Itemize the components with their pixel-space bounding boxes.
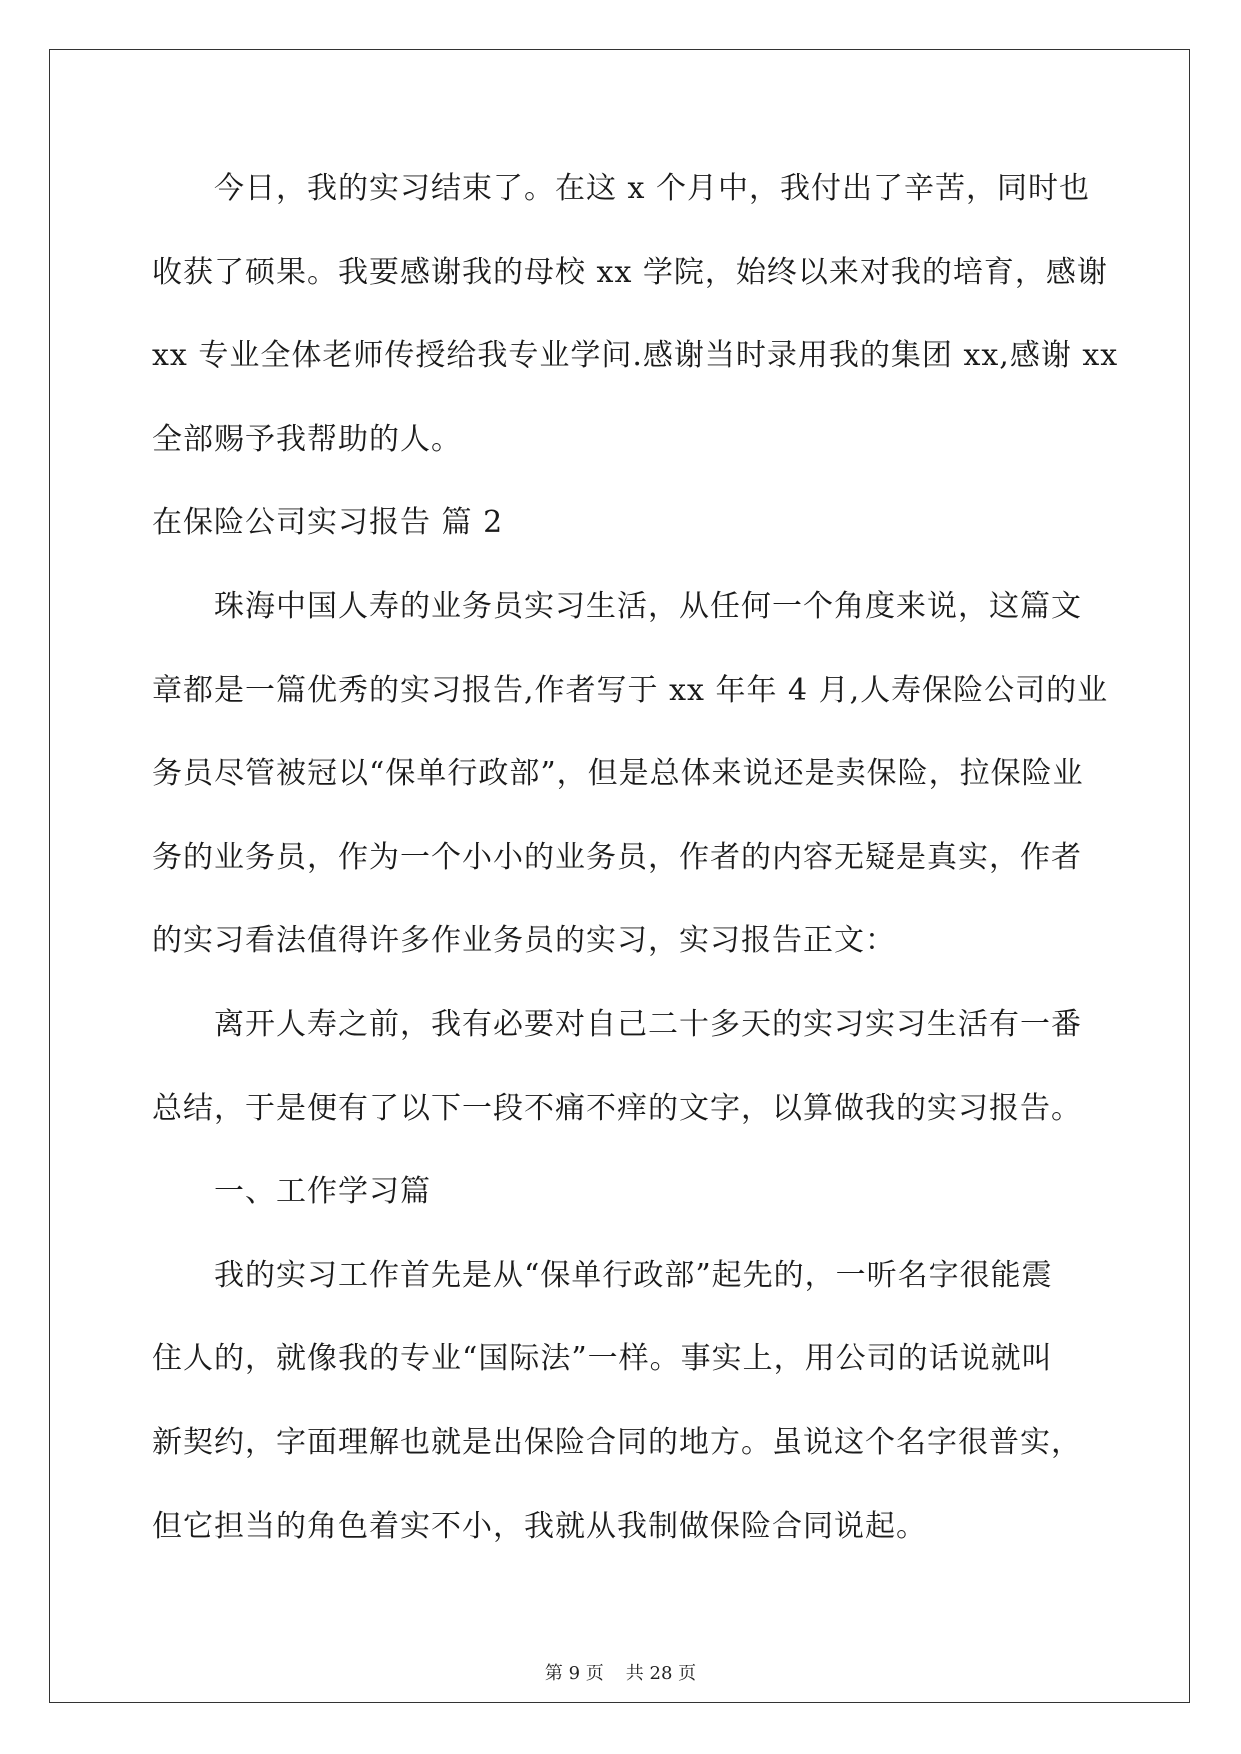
document-body xyxy=(152,160,1119,1581)
text-line: 务的业务员，作为一个小小的业务员，作者的内容无疑是真实，作者 xyxy=(152,839,1082,875)
text-line: 务员尽管被冠以“保单行政部”，但是总体来说还是卖保险，拉保险业 xyxy=(152,756,1084,792)
page-number: 第 9 页 xyxy=(544,1663,604,1684)
text-line: 收获了硕果。我要感谢我的母校 xx 学院，始终以来对我的培育，感谢 xyxy=(152,254,1108,290)
section-heading: 在保险公司实习报告 篇 2 xyxy=(152,505,504,541)
text-line: 新契约，字面理解也就是出保险合同的地方。虽说这个名字很普实， xyxy=(152,1424,1082,1460)
text-line: 但它担当的角色着实不小，我就从我制做保险合同说起。 xyxy=(152,1508,927,1544)
text-line: 章都是一篇优秀的实习报告,作者写于 xx 年年 4 月,人寿保险公司的业 xyxy=(152,672,1109,708)
page-footer xyxy=(0,1659,1241,1685)
text-line: 总结，于是便有了以下一段不痛不痒的文字，以算做我的实习报告。 xyxy=(152,1090,1082,1126)
subsection-heading: 一、工作学习篇 xyxy=(214,1174,431,1210)
text-line: 今日，我的实习结束了。在这 x 个月中，我付出了辛苦，同时也 xyxy=(214,171,1090,206)
page-total: 共 28 页 xyxy=(625,1663,697,1684)
text-line: 住人的，就像我的专业“国际法”一样。事实上，用公司的话说就叫 xyxy=(152,1341,1053,1377)
text-line: 珠海中国人寿的业务员实习生活，从任何一个角度来说，这篇文 xyxy=(214,588,1082,624)
text-line: xx 专业全体老师传授给我专业学问.感谢当时录用我的集团 xx,感谢 xx xyxy=(152,338,1119,374)
text-line: 全部赐予我帮助的人。 xyxy=(152,421,462,457)
text-line: 的实习看法值得许多作业务员的实习，实习报告正文： xyxy=(152,923,896,959)
text-line: 我的实习工作首先是从“保单行政部”起先的，一听名字很能震 xyxy=(214,1257,1053,1293)
text-line: 离开人寿之前，我有必要对自己二十多天的实习实习生活有一番 xyxy=(214,1006,1082,1042)
